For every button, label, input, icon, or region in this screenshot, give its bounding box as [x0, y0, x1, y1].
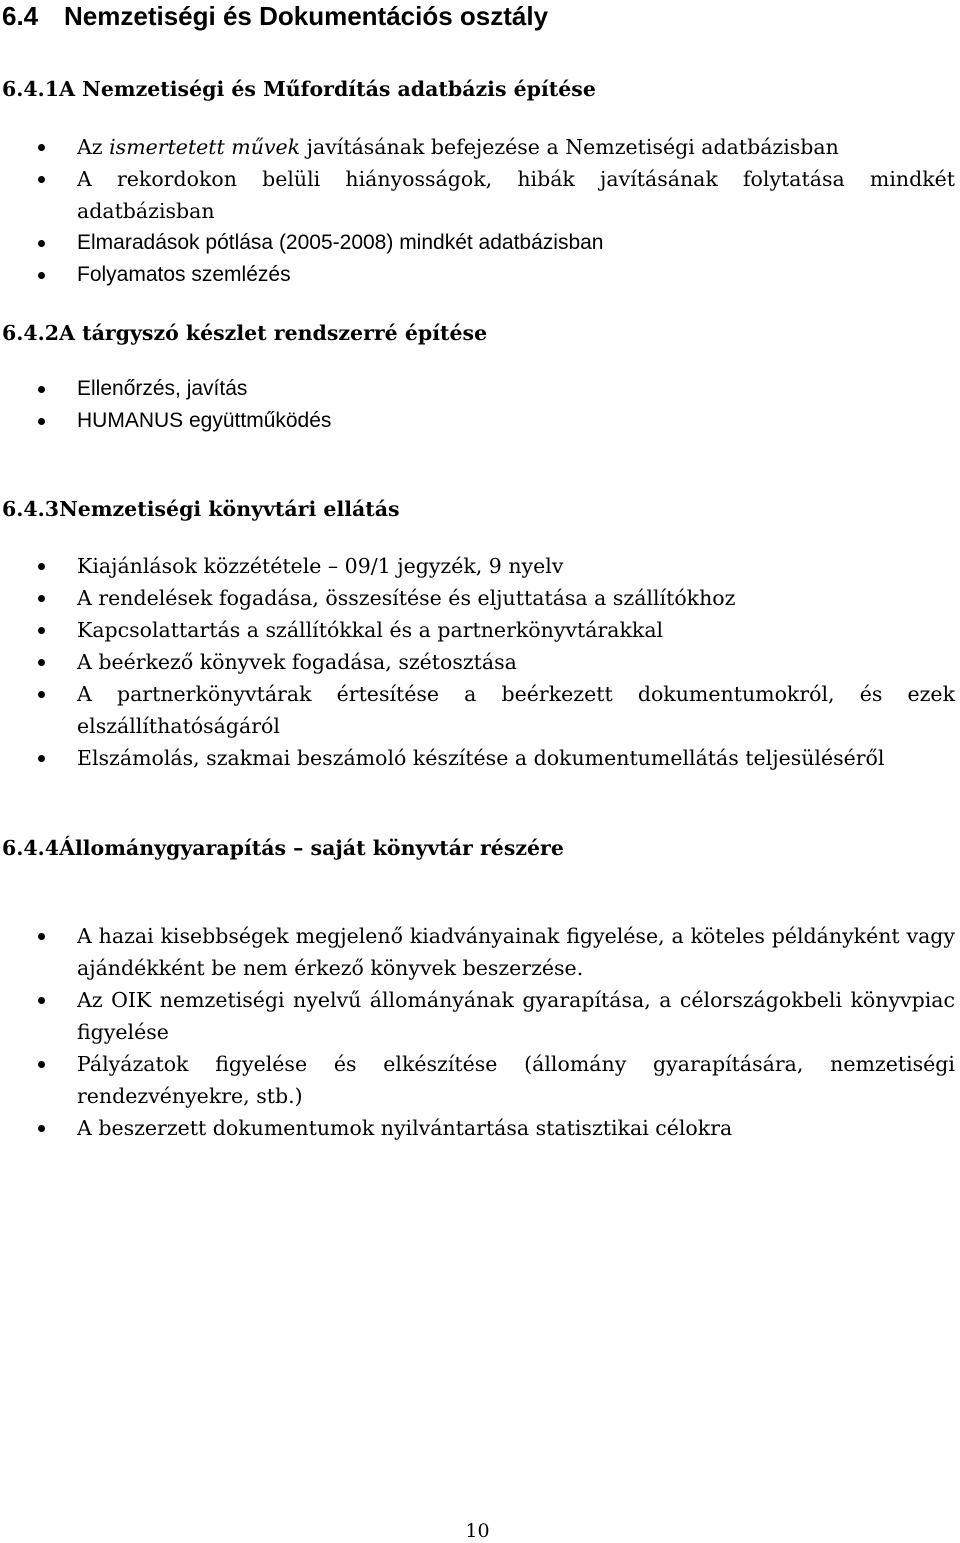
- list-item: [0, 373, 955, 405]
- list-item-text: A beszerzett dokumentumok nyilvántartása statisztikai célokra: [77, 1116, 733, 1140]
- bullet-icon: [38, 144, 45, 151]
- list-item: [0, 259, 955, 291]
- bullet-icon: [38, 595, 45, 602]
- list-item: [0, 742, 955, 774]
- list-item: [0, 1112, 955, 1144]
- section-heading-6-4-2: 6.4.2A tárgyszó készlet rendszerré építése: [2, 321, 488, 345]
- bullet-icon: [38, 272, 45, 279]
- bullet-icon: [38, 240, 45, 247]
- bullet-icon: [38, 1061, 45, 1068]
- bullet-icon: [38, 659, 45, 666]
- bullet-icon: [38, 563, 45, 570]
- section-list-6-4-1-cont: [0, 227, 955, 291]
- list-item-prefix: Az: [77, 135, 110, 159]
- section-heading-6-4-3: 6.4.3Nemzetiségi könyvtári ellátás: [2, 497, 400, 521]
- bullet-icon: [38, 755, 45, 762]
- list-item: [0, 163, 955, 227]
- list-item: [0, 920, 955, 984]
- list-item-text: javításának befejezése a Nemzetiségi adatbázisban: [300, 135, 839, 159]
- list-item-text: Kapcsolattartás a szállítókkal és a partnerkönyvtárakkal: [77, 618, 664, 642]
- list-item-text: A partnerkönyvtárak értesítése a beérkezett dokumentumokról, és ezek elszállíthatóságáról: [77, 682, 955, 738]
- bullet-icon: [38, 418, 45, 425]
- list-item-text: A rekordokon belüli hiányosságok, hibák javításának folytatása mindkét adatbázisban: [77, 167, 955, 223]
- main-title: [2, 0, 548, 32]
- list-item-text: Az OIK nemzetiségi nyelvű állományának gyarapítása, a célországokbeli könyvpiac figyelése: [77, 988, 955, 1044]
- section-list-6-4-1: [0, 131, 955, 227]
- section-list-6-4-2: [0, 373, 955, 437]
- list-item: [0, 227, 955, 259]
- list-item: [0, 582, 955, 614]
- list-item: [0, 131, 955, 163]
- list-item-text: HUMANUS együttműködés: [77, 409, 332, 432]
- list-item-text: Elszámolás, szakmai beszámoló készítése a dokumentumellátás teljesüléséről: [77, 746, 885, 770]
- list-item: [0, 984, 955, 1048]
- list-item-text: Elmaradások pótlása (2005-2008) mindkét adatbázisban: [77, 231, 604, 254]
- bullet-icon: [38, 627, 45, 634]
- page-number: 10: [465, 1520, 490, 1542]
- bullet-icon: [38, 933, 45, 940]
- main-title-text: Nemzetiségi és Dokumentációs osztály: [64, 1, 549, 31]
- list-item: [0, 550, 955, 582]
- list-item: [0, 405, 955, 437]
- bullet-icon: [38, 997, 45, 1004]
- list-item: [0, 614, 955, 646]
- bullet-icon: [38, 691, 45, 698]
- list-item-text: A beérkező könyvek fogadása, szétosztása: [77, 650, 517, 674]
- list-item: [0, 1048, 955, 1112]
- bullet-icon: [38, 386, 45, 393]
- list-item-text: Ellenőrzés, javítás: [77, 377, 248, 400]
- bullet-icon: [38, 1125, 45, 1132]
- list-item-text: Pályázatok figyelése és elkészítése (állomány gyarapítására, nemzetiségi rendezvényekre, stb.): [77, 1052, 955, 1108]
- section-heading-6-4-1: 6.4.1A Nemzetiségi és Műfordítás adatbázis építése: [2, 77, 596, 101]
- list-item: [0, 646, 955, 678]
- list-item: [0, 678, 955, 742]
- section-list-6-4-3: [0, 550, 955, 774]
- list-item-emphasis: ismertetett művek: [109, 135, 301, 159]
- section-list-6-4-4: [0, 920, 955, 1144]
- list-item-text: Kiajánlások közzététele – 09/1 jegyzék, 9 nyelv: [77, 554, 564, 578]
- section-heading-6-4-4: 6.4.4Állománygyarapítás – saját könyvtár részére: [2, 836, 564, 860]
- bullet-icon: [38, 176, 45, 183]
- list-item-text: Folyamatos szemlézés: [77, 263, 291, 286]
- main-title-number: 6.4: [2, 1, 39, 31]
- list-item-text: A hazai kisebbségek megjelenő kiadványainak figyelése, a köteles példányként vagy ajándékként be nem érkező könyvek beszerzése.: [77, 924, 955, 980]
- list-item-text: A rendelések fogadása, összesítése és eljuttatása a szállítókhoz: [77, 586, 736, 610]
